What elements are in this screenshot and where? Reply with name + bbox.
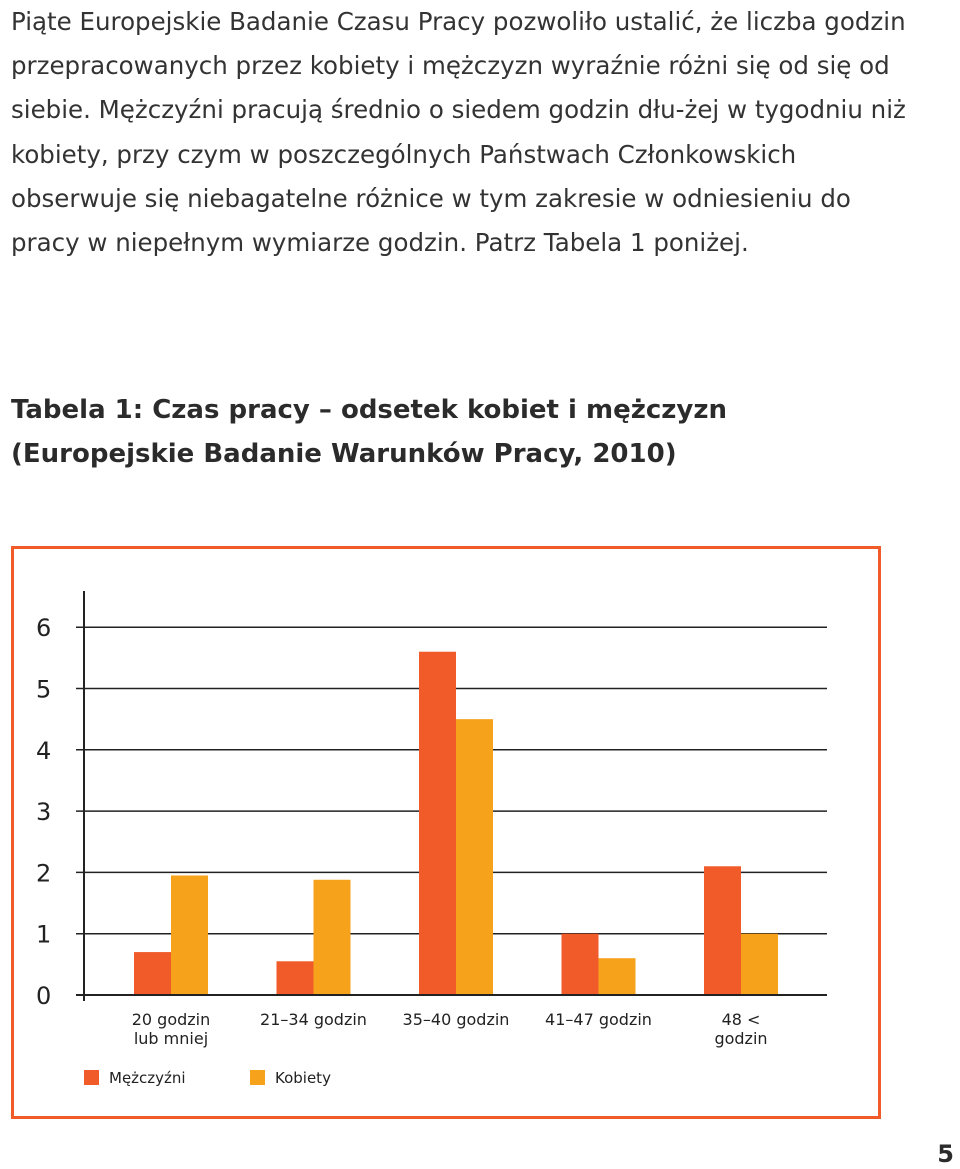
bar-women-4 [741,934,778,995]
bar-men-3 [562,934,599,995]
y-tick-label-3: 3 [36,798,52,827]
chart-frame [11,546,881,1119]
legend-label-men: Mężczyźni [109,1069,186,1087]
y-tick-label-6: 6 [36,614,52,643]
category-label-4-1: godzin [714,1029,768,1048]
legend-label-women: Kobiety [275,1069,331,1087]
category-label-3-0: 41–47 godzin [545,1010,652,1029]
bar-women-1 [314,880,351,995]
bar-women-3 [599,958,636,995]
legend-swatch-women [250,1070,265,1085]
category-label-4-0: 48 < [721,1010,761,1029]
category-label-1-0: 21–34 godzin [260,1010,367,1029]
y-tick-label-2: 2 [36,859,52,888]
bar-women-0 [171,875,208,995]
y-tick-label-4: 4 [36,736,52,765]
bar-men-2 [419,652,456,995]
intro-paragraph: Piąte Europejskie Badanie Czasu Pracy pozwoliło ustalić, że liczba godzin przepracowanych przez kobiety i mężczyzn wyraźnie różni się od się od siebie. Mężczyźni pracują średnio o siedem godzin dłu-żej w tygodniu niż kobiety, przy czym w poszczególnych Państwach Członkowskich obserwuje się niebagatelne różnice w tym zakresie w odniesieniu do pracy w niepełnym wymiarze godzin. Patrz Tabela 1 poniżej. [11,7,906,258]
bar-men-0 [134,952,171,995]
category-label-2-0: 35–40 godzin [402,1010,510,1029]
caption-line-2: (Europejskie Badanie Warunków Pracy, 2010) [11,439,677,469]
bar-women-2 [456,719,493,995]
y-tick-label-0: 0 [36,982,52,1010]
bars-layer [134,652,778,995]
caption-line-1: Tabela 1: Czas pracy – odsetek kobiet i mężczyzn [11,395,727,425]
page-number: 5 [937,1140,954,1168]
bar-chart [14,549,878,1116]
bar-men-1 [277,961,314,995]
y-tick-label-1: 1 [36,920,52,949]
legend-layer [84,1069,331,1087]
y-tick-label-5: 5 [36,675,52,704]
legend-swatch-men [84,1070,99,1085]
category-label-0-0: 20 godzin [131,1010,211,1029]
bar-men-4 [704,866,741,995]
category-label-0-1: lub mniej [133,1029,209,1048]
table-caption [11,388,931,476]
